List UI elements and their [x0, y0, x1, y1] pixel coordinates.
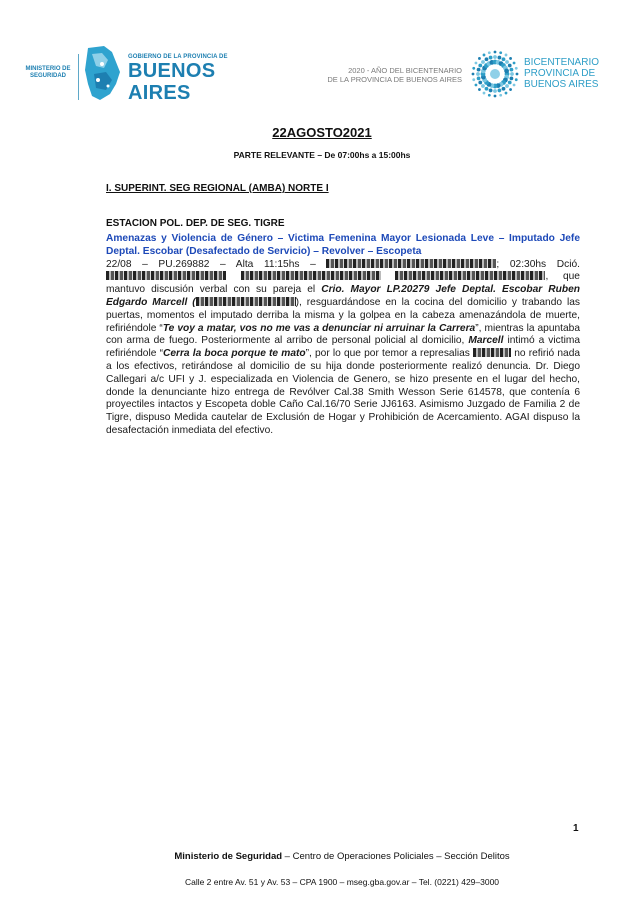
province-map-icon	[82, 44, 122, 102]
bicentenario-line2: PROVINCIA DE	[524, 68, 596, 79]
report-text-a: 22/08 – PU.269882 – Alta 11:15hs –	[106, 258, 327, 270]
ministry-label	[18, 66, 78, 80]
footer-ministry-rest: – Centro de Operaciones Policiales – Sección Delitos	[282, 851, 510, 862]
report-text-h: no refirió nada a los efectivos, retirándose al domicilio de su hija donde posteriormente realizó denuncia. Dr. Diego Callegari a/c UFI y J. especializada en Violencia de Genero, se hizo presente en el lugar del hecho, donde la denunciante hizo entrega de Revólver Cal.38 Smith Wesson Serie 614578, que contenía 6 proyectiles intactos y Escopeta doble Caño Cal.16/70 Serie JJ6163. Asimismo Juzgado de Familia 2 de Tigre, dispuso Medida cautelar de Exclusión de Hogar y Prohibición de Acercamiento. AGAI dispuso la desafectación inmediata del efectivo.	[106, 348, 581, 436]
redacted-block	[473, 348, 511, 357]
report-text-e: ”, mientras la apuntaba con arma de fuego. Posteriormente al arribo de personal policial al domicilio,	[106, 322, 581, 347]
footer-ministry	[0, 851, 644, 862]
report-text-f: intimó a victima refiriéndole “	[106, 335, 581, 360]
report-text-b: ; 02:30hs Dció.	[496, 258, 580, 270]
bicentenario-text	[524, 57, 599, 90]
redacted-block	[326, 259, 496, 268]
bicentenario-logo-icon	[467, 46, 523, 102]
year-caption-line1: 2020 - AÑO DEL BICENTENARIO	[348, 66, 462, 75]
report-text-c: , que mantuvo discusión verbal con su pareja el	[106, 271, 580, 296]
threat-quote-1: Te voy a matar, vos no me vas a denunciar ni arruinar la Carrera	[162, 322, 476, 334]
gobierno-logo-block	[18, 44, 250, 104]
document-date-title: 22AGOSTO2021	[272, 125, 372, 140]
gobierno-text	[128, 54, 250, 104]
imputado-surname: Marcell	[468, 335, 504, 347]
year-caption-line2: DE LA PROVINCIA DE BUENOS AIRES	[327, 75, 462, 84]
threat-quote-2: Cerra la boca porque te mato	[162, 348, 306, 360]
report-text-g: ”, por lo que por temor a represalias	[305, 348, 474, 360]
redacted-block	[106, 271, 226, 280]
ministry-label-line1: MINISTERIO DE	[25, 66, 71, 72]
page-number: 1	[573, 823, 579, 834]
header-divider	[78, 54, 79, 100]
footer-ministry-bold: Ministerio de Seguridad	[174, 851, 283, 862]
redacted-block	[196, 297, 296, 306]
footer-address: Calle 2 entre Av. 51 y Av. 53 – CPA 1900 – mseg.gba.gov.ar – Tel. (0221) 429–3000	[184, 877, 500, 887]
incident-report	[106, 233, 580, 438]
parte-relevante-subtitle: PARTE RELEVANTE – De 07:00hs a 15:00hs	[233, 150, 411, 160]
gobierno-big-text: BUENOS AIRES	[128, 60, 216, 104]
bicentenario-line3: BUENOS AIRES	[524, 79, 599, 90]
redacted-block	[395, 271, 545, 280]
incident-title: Amenazas y Violencia de Género – Victima Femenina Mayor Lesionada Leve – Imputado Jefe Deptal. Escobar (Desafectado de Servicio) – Revolver – Escopeta	[106, 233, 580, 257]
station-heading: ESTACION POL. DEP. DE SEG. TIGRE	[106, 218, 285, 229]
section-heading: I. SUPERINT. SEG REGIONAL (AMBA) NORTE I	[106, 183, 329, 194]
gobierno-small-text: GOBIERNO DE LA PROVINCIA DE	[128, 54, 228, 60]
report-text-d: ), resguardándose en la cocina del domicilio y trabando las puertas, momentos el imputado derriba la misma y la golpea en la cabeza amenazándola de muerte, refiriéndole “	[106, 296, 580, 334]
bicentenario-year-caption	[312, 66, 462, 84]
imputado-name: Crio. Mayor LP.20279 Jefe Deptal. Escobar Ruben Edgardo Marcell (	[106, 284, 580, 308]
bicentenario-line1: BICENTENARIO	[524, 57, 600, 68]
redacted-block	[241, 271, 381, 280]
ministry-label-line2: SEGURIDAD	[29, 73, 66, 79]
